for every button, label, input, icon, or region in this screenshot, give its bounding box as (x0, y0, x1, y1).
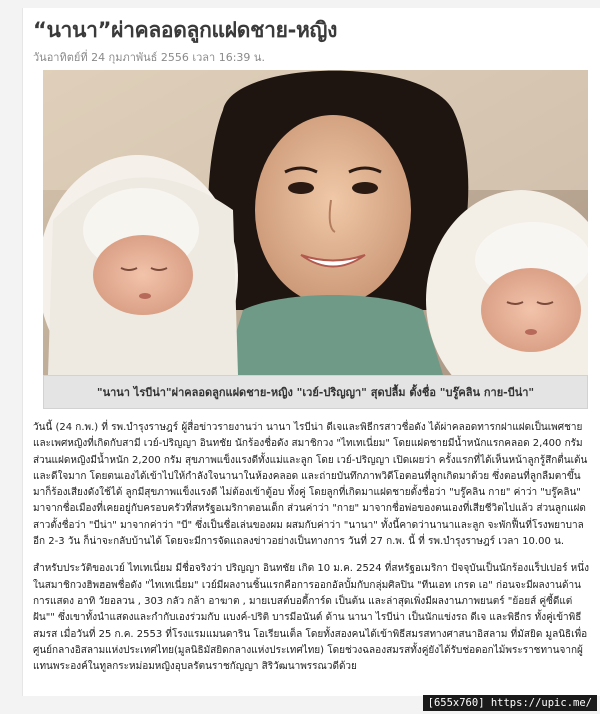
article-title: “นานา”ผ่าคลอดลูกแฝดชาย-หญิง (33, 18, 338, 42)
upic-watermark: [655x760] https://upic.me/ (423, 695, 597, 711)
photo-illustration (43, 70, 588, 375)
article-photo (43, 70, 588, 375)
article-paragraph-2: สำหรับประวัติของเวย์ ไทเทเนี่ยม มีชื่อจริงว่า ปริญญา อินทชัย เกิด 10 ม.ค. 2524 ที่สหรัฐอเมริกา ปัจจุบันเป็นนักร้องแร็ปเปอร์ หนึ่งในสมาชิกวงฮิพฮอพชื่อดัง "ไทเทเนี่ยม" เวย์มีผลงานชิ้นแรกคือการออกอัลบั้มกับกลุ่มศิลปิน "ทีนเอท เกรด เอ" ก่อนจะมีผลงานด้านการแสดง อาทิ วัยอลวน , 303 กลัว กล้า อาฆาต , มายเบสต์บอดี้การ์ด เป็นต้น และล่าสุดเพิ่งมีผลงานภาพยนตร์ "ย้อยส์ คู่ซี้ดีแต่ฝัน"" ซึ่งเขาทั้งนำแสดงและกำกับเองร่วมกับ แบงค์-ปริติ บารมีอนันต์ ด้าน นานา ไรบีน่า เป็นนักแข่งรถ ดีเจ และพิธีกร ทั้งคู่เข้าพิธีสมรส เมื่อวันที่ 25 ก.ค. 2553 ที่โรงแรมแมนดาริน โอเรียนเต็ล โดยทั้งสองคนได้เข้าพิธีสมรสทางศาสนาอิสลาม ที่มัสยิด มูลนิธิเพื่อศูนย์กลางอิสลามแห่งประเทศไทย(มูลนิธิมัสยิดกลางแห่งประเทศไทย) โดยช่วงฉลองสมรสทั้งคู่ยังได้รับช่อดอกไม้พระราชทานจากผู้แทนพระองค์ในทูลกระหม่อมหญิงอุบลรัตนราชกัญญา สิริวัฒนาพรรณวดีด้วย (33, 563, 589, 673)
article-paragraph-1: วันนี้ (24 ก.พ.) ที่ รพ.บำรุงราษฎร์ ผู้สื่อข่าวรายงานว่า นานา ไรบีน่า ดีเจและพิธีกรสาวชื่อดัง ได้ผ่าคลอดทารกฝาแฝดเป็นเพศชายและเพศหญิงที่เกิดกับสามี เวย์-ปริญญา อินทชัย นักร้องชื่อดัง สมาชิกวง "ไทเทเนี่ยม" โดยแฝดชายมีน้ำหนักแรกคลอด 2,400 กรัม ส่วนแฝดหญิงมีน้ำหนัก 2,200 กรัม สุขภาพแข็งแรงดีทั้งแม่และลูก โดย เวย์-ปริญญา เปิดเผยว่า ครั้งแรกที่ได้เห็นหน้าลูกรู้สึกตื่นเต้นและดีใจมาก โดยตนเองได้เข้าไปให้กำลังใจนานาในห้องคลอด และถ่ายบันทึกภาพวิดีโอตอนที่ลูกเกิดมาด้วย ซึ่งตอนที่ลูกลืมตาขึ้นมาก็ร้องเสียงดังใช้ได้ ลูกมีสุขภาพแข็งแรงดี ไม่ต้องเข้าตู้อบ ทั้งคู่ โดยลูกที่เกิดมาแฝดชายตั้งชื่อว่า "บรู๊คลิน กาย" ค่าว่า "บรู๊คลิน" มาจากชื่อเมืองที่เคยอยู่กับครอบครัวที่สหรัฐอเมริกาตอนเด็ก ส่วนค่าว่า "กาย" มาจากชื่อพ่อของตนเองที่เสียชีวิตไปแล้ว ส่วนลูกแฝดสาวตั้งชื่อว่า "บีน่า" มาจากค่าว่า "บี" ซึ่งเป็นชื่อเล่นของผม ผสมกับค่าว่า "นานา" ทั้งนี้คาดว่านานาและลูก จะพักฟื้นที่โรงพยาบาล อีก 2-3 วัน ก็น่าจะกลับบ้านได้ โดยจะมีการจัดแถลงข่าวอย่างเป็นทางการ วันที่ 27 ก.พ. นี้ ที่ รพ.บำรุงราษฎร์ เวลา 10.00 น. (33, 422, 588, 548)
article-body (33, 420, 589, 686)
article-page (22, 8, 600, 696)
photo-caption: "นานา ไรบีน่า"ผ่าคลอดลูกแฝดชาย-หญิง "เวย์-ปริญญา" สุดปลื้ม ตั้งชื่อ "บรู๊คลิน กาย-บีน่า" (43, 375, 588, 409)
article-date: วันอาทิตย์ที่ 24 กุมภาพันธ์ 2556 เวลา 16:39 น. (33, 51, 265, 64)
